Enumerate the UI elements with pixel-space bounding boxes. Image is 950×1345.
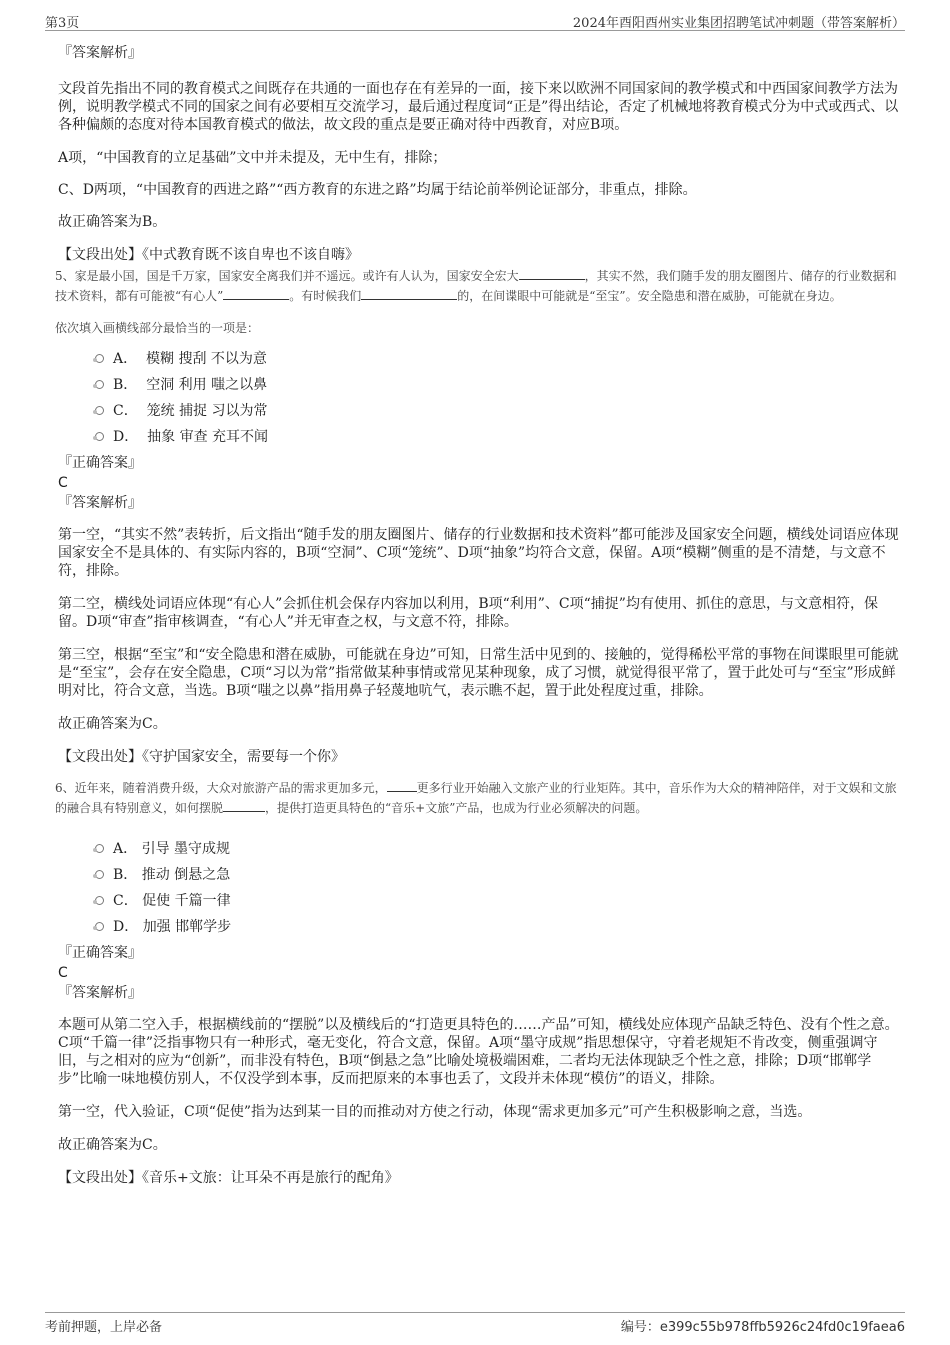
fill-blank <box>387 778 417 792</box>
radio-icon[interactable] <box>95 354 104 363</box>
correct-answer: C <box>58 965 68 981</box>
source-citation: 【文段出处】《音乐+文旅：让耳朵不再是旅行的配角》 <box>58 1170 399 1186</box>
radio-icon[interactable] <box>95 896 104 905</box>
analysis-paragraph: 第一空，“其实不然”表转折，后文指出“随手发的朋友圈图片、储存的行业数据和技术资料”都可能涉及国家安全问题，横线处词语应体现国家安全不是具体的、有实际内容的，B项“空洞”、C项“笼统”、D项“抽象”均符合文意，保留。A项“模糊”侧重的是不清楚，与文意不符，排除。 <box>58 527 899 579</box>
fill-blank <box>361 286 457 300</box>
radio-icon[interactable] <box>95 432 104 441</box>
fill-blank <box>223 798 265 812</box>
question-5-options <box>55 346 900 450</box>
question-prompt: 依次填入画横线部分最恰当的一项是： <box>55 321 260 335</box>
source-citation: 【文段出处】《守护国家安全，需要每一个你》 <box>58 749 345 765</box>
option-d[interactable]: D． 加强 邯郸学步 <box>55 914 900 940</box>
fill-blank <box>223 286 289 300</box>
option-c[interactable]: C． 促使 千篇一律 <box>55 888 900 914</box>
option-b[interactable]: B． 空洞 利用 嗤之以鼻 <box>55 372 900 398</box>
answer-statement: 故正确答案为C。 <box>58 716 167 732</box>
question-6-options <box>55 836 900 940</box>
option-c[interactable]: C． 笼统 捕捉 习以为常 <box>55 398 900 424</box>
page-header <box>45 8 905 31</box>
page-number: 第3页 <box>45 16 80 31</box>
fill-blank <box>519 266 585 280</box>
analysis-paragraph: A项，“中国教育的立足基础”文中并未提及，无中生有，排除； <box>58 150 447 166</box>
answer-statement: 故正确答案为B。 <box>58 214 167 230</box>
radio-icon[interactable] <box>95 406 104 415</box>
analysis-heading: 『答案解析』 <box>58 45 142 61</box>
analysis-paragraph: 第一空，代入验证，C项“促使”指为达到某一目的而推动对方使之行动，体现“需求更加多元”可产生积极影响之意，当选。 <box>58 1104 812 1120</box>
analysis-paragraph: 本题可从第二空入手，根据横线前的“摆脱”以及横线后的“打造更具特色的……产品”可知，横线处应体现产品缺乏特色、没有个性之意。C项“千篇一律”泛指事物只有一种形式，毫无变化，符合文意，保留。A项“墨守成规”指思想保守，守着老规矩不肯改变，侧重强调守旧，与之相对的应为“创新”，而非没有特色，B项“倒悬之急”比喻处境极端困难，二者均无法体现缺乏个性之意，排除；D项“邯郸学步”比喻一味地模仿别人，不仅没学到本事，反而把原来的本事也丢了，文段并未体现“模仿”的语义，排除。 <box>58 1017 899 1087</box>
correct-answer: C <box>58 475 68 491</box>
document-code: 编号：e399c55b978ffb5926c24fd0c19faea6 <box>620 1320 905 1335</box>
question-5-stem: 5、家是最小国，国是千万家，国家安全离我们并不遥远。或许有人认为，国家安全宏大 ，其实不然，我们随手发的朋友圈图片、储存的行业数据和技术资料，都有可能被“有心人” 。有时候我们 的，在间谍眼中可能就是“至宝”。安全隐患和潜在威胁，可能就在身边。 <box>55 266 900 306</box>
answer-statement: 故正确答案为C。 <box>58 1137 167 1153</box>
correct-answer-heading: 『正确答案』 <box>58 455 142 471</box>
option-a[interactable]: A． 引导 墨守成规 <box>55 836 900 862</box>
radio-icon[interactable] <box>95 922 104 931</box>
radio-icon[interactable] <box>95 844 104 853</box>
analysis-heading: 『答案解析』 <box>58 985 142 1001</box>
source-citation: 【文段出处】《中式教育既不该自卑也不该自嗨》 <box>58 247 359 263</box>
option-d[interactable]: D． 抽象 审查 充耳不闻 <box>55 424 900 450</box>
analysis-paragraph: 文段首先指出不同的教育模式之间既存在共通的一面也存在有差异的一面，接下来以欧洲不同国家间的教学模式和中西国家间教学方法为例，说明教学模式不同的国家之间有必要相互交流学习，最后通过程度词“正是”得出结论，否定了机械地将教育模式分为中式或西式、以各种偏颇的态度对待本国教育模式的做法，故文段的重点是要正确对待中西教育，对应B项。 <box>58 81 899 133</box>
footer-slogan: 考前押题，上岸必备 <box>45 1320 163 1335</box>
document-title: 2024年酉阳酉州实业集团招聘笔试冲刺题（带答案解析） <box>572 16 905 31</box>
option-b[interactable]: B． 推动 倒悬之急 <box>55 862 900 888</box>
analysis-paragraph: C、D两项，“中国教育的西进之路”“西方教育的东进之路”均属于结论前举例论证部分，非重点，排除。 <box>58 182 697 198</box>
analysis-paragraph: 第二空，横线处词语应体现“有心人”会抓住机会保存内容加以利用，B项“利用”、C项“捕捉”均有使用、抓住的意思，与文意相符，保留。D项“审查”指审核调查，“有心人”并无审查之权，与文意不符，排除。 <box>58 596 878 630</box>
radio-icon[interactable] <box>95 870 104 879</box>
option-a[interactable]: A． 模糊 搜刮 不以为意 <box>55 346 900 372</box>
analysis-heading: 『答案解析』 <box>58 495 142 511</box>
radio-icon[interactable] <box>95 380 104 389</box>
correct-answer-heading: 『正确答案』 <box>58 945 142 961</box>
document-content <box>55 44 900 1187</box>
page-footer <box>45 1312 905 1333</box>
analysis-paragraph: 第三空，根据“至宝”和“安全隐患和潜在威胁，可能就在身边”可知，日常生活中见到的、接触的，觉得稀松平常的事物在间谍眼里可能就是“至宝”，会存在安全隐患，C项“习以为常”指常做某种事情或常见某种现象，成了习惯，就觉得很平常了，置于此处可与“至宝”形成鲜明对比，符合文意，当选。B项“嗤之以鼻”指用鼻子轻蔑地吭气，表示瞧不起，置于此处程度过重，排除。 <box>58 647 899 699</box>
question-6-stem: 6、近年来，随着消费升级，大众对旅游产品的需求更加多元， 更多行业开始融入文旅产业的行业矩阵。其中，音乐作为大众的精神陪伴，对于文娱和文旅的融合具有特别意义，如何摆脱 ，提供打造更具特色的“音乐+文旅”产品，也成为行业必须解决的问题。 <box>55 778 900 818</box>
